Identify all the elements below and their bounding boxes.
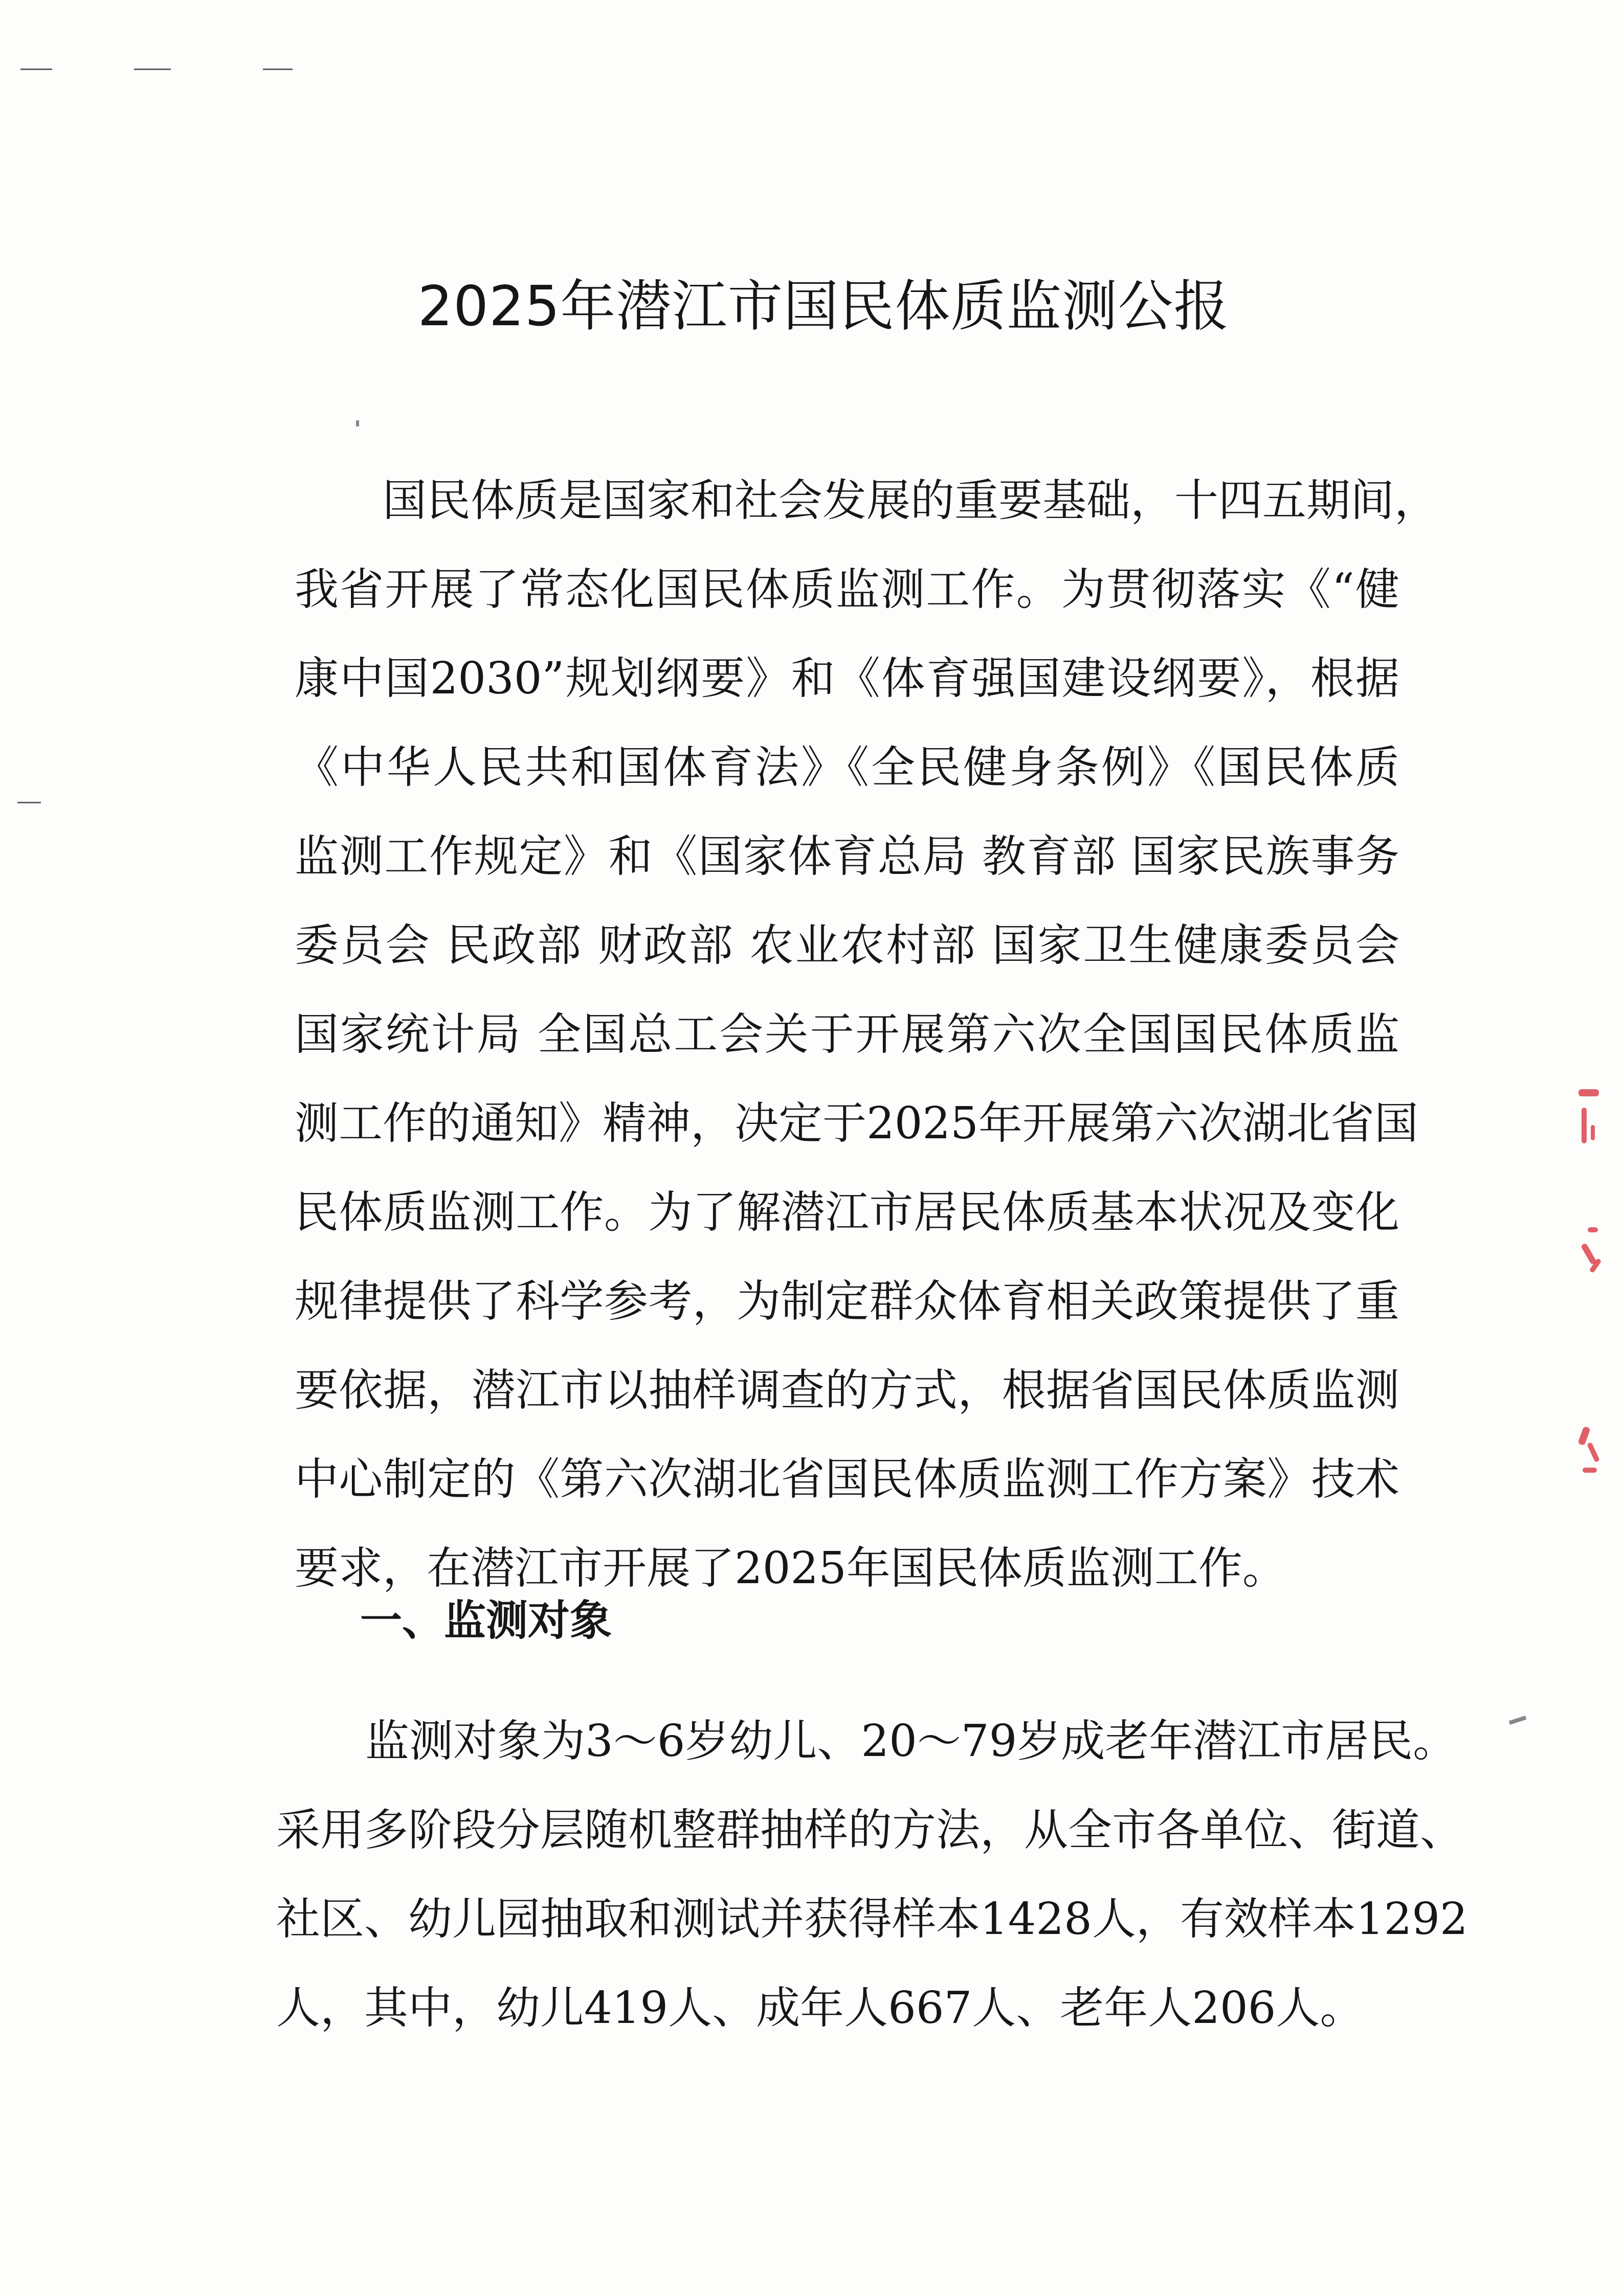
- paragraph-line: 康中国2030”规划纲要》和《体育强国建设纲要》，根据: [295, 653, 1399, 704]
- paragraph-line: 采用多阶段分层随机整群抽样的方法，从全市各单位、街道、: [276, 1805, 1464, 1856]
- paragraph-line: 测工作的通知》精神，决定于2025年开展第六次湖北省国: [295, 1098, 1418, 1149]
- paragraph-line: 规律提供了科学参考，为制定群众体育相关政策提供了重: [295, 1276, 1399, 1327]
- paragraph-line: 社区、幼儿园抽取和测试并获得样本1428人，有效样本1292: [276, 1894, 1468, 1945]
- paragraph-line: 委员会 民政部 财政部 农业农村部 国家卫生健康委员会: [295, 920, 1399, 971]
- scan-mark: [134, 69, 171, 70]
- paragraph-line: 我省开展了常态化国民体质监测工作。为贯彻落实《“健: [295, 564, 1399, 615]
- paragraph-line: 国民体质是国家和社会发展的重要基础，十四五期间，: [383, 475, 1438, 526]
- scan-mark: [263, 69, 293, 70]
- section-heading: 一、监测对象: [360, 1596, 612, 1645]
- scan-mark: [17, 802, 41, 803]
- paragraph-line: 国家统计局 全国总工会关于开展第六次全国国民体质监: [295, 1009, 1399, 1060]
- paragraph-line: 中心制定的《第六次湖北省国民体质监测工作方案》技术: [295, 1454, 1399, 1505]
- paragraph-line: 监测对象为3～6岁幼儿、20～79岁成老年潜江市居民。: [365, 1716, 1457, 1767]
- seal-stamp-fragment: [1570, 1089, 1606, 1509]
- scan-speck: [356, 420, 359, 426]
- scan-speck: [1509, 1716, 1527, 1725]
- scan-mark: [20, 69, 52, 70]
- paragraph-line: 要依据，潜江市以抽样调查的方式，根据省国民体质监测: [295, 1365, 1399, 1416]
- paragraph-line: 监测工作规定》和《国家体育总局 教育部 国家民族事务: [295, 831, 1399, 882]
- document-title: 2025年潜江市国民体质监测公报: [417, 275, 1230, 339]
- paragraph-line: 《中华人民共和国体育法》《全民健身条例》《国民体质: [295, 742, 1399, 793]
- paragraph-line: 民体质监测工作。为了解潜江市居民体质基本状况及变化: [295, 1187, 1399, 1238]
- paragraph-line: 人，其中，幼儿419人、成年人667人、老年人206人。: [276, 1983, 1364, 2034]
- paragraph-line: 要求，在潜江市开展了2025年国民体质监测工作。: [295, 1543, 1286, 1594]
